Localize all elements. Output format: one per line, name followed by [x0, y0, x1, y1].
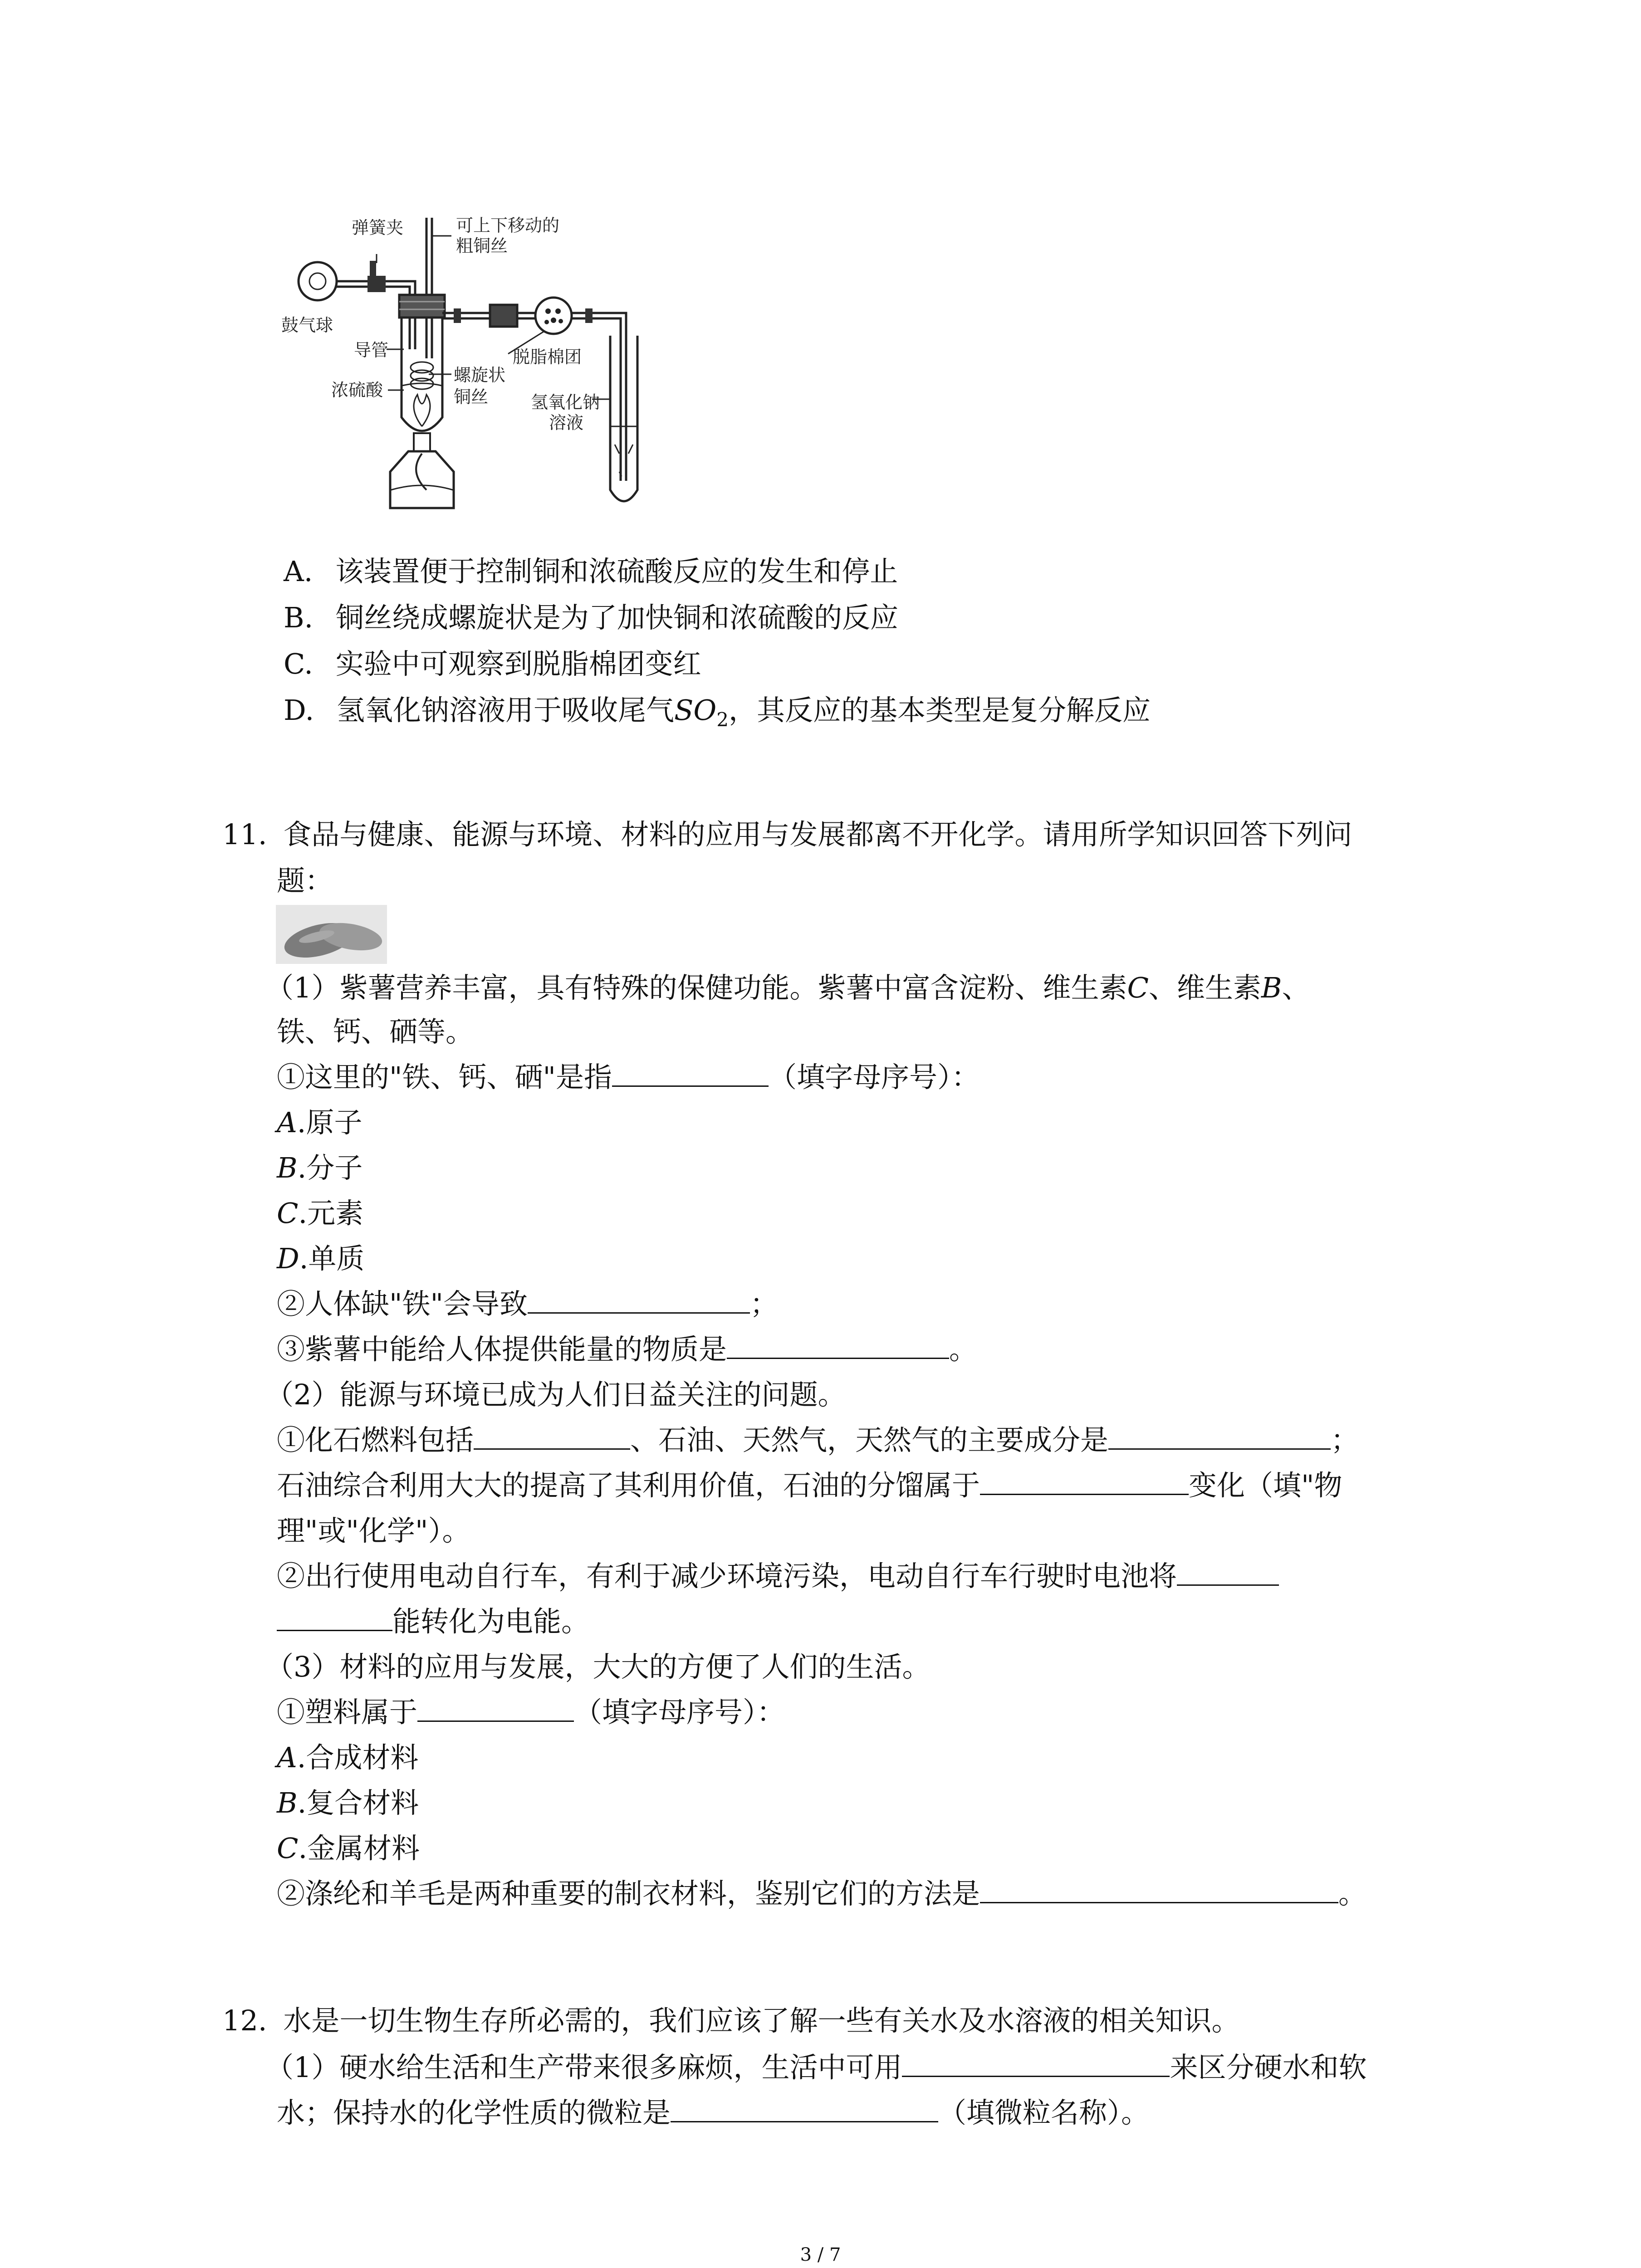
answer-blank[interactable]: [528, 1286, 750, 1314]
question-number: 11.: [222, 818, 267, 851]
page-number: 3 / 7: [800, 2244, 841, 2265]
answer-blank[interactable]: [902, 2049, 1170, 2077]
q12-part1-line-1: [265, 2049, 1367, 2086]
text: （填微粒名称）。: [938, 2096, 1150, 2129]
answer-blank[interactable]: [277, 1603, 392, 1631]
label-movable-wire-1: 可上下移动的: [456, 215, 560, 235]
q12-part1-line-2: [277, 2095, 1149, 2131]
q11-part2-title: （2）能源与环境已成为人们日益关注的问题。: [265, 1378, 846, 1411]
answer-blank[interactable]: [612, 1059, 769, 1087]
answer-blank[interactable]: [1108, 1422, 1331, 1450]
apparatus-diagram: [272, 200, 681, 562]
vitamin-c-letter: C: [1127, 971, 1149, 1004]
option-text: .单质: [299, 1242, 365, 1275]
sweet-potato-image: [276, 905, 387, 964]
text: ①这里的"铁、钙、硒"是指: [277, 1061, 612, 1094]
option-letter: B: [277, 1151, 298, 1184]
answer-blank[interactable]: [980, 1467, 1189, 1495]
q11-part1-option-a: [277, 1105, 362, 1141]
text: （1）硬水给生活和生产带来很多麻烦，生活中可用: [265, 2051, 902, 2084]
option-text: .元素: [298, 1197, 364, 1230]
q10-option-d: [284, 692, 1151, 738]
q10-option-b: [284, 600, 898, 636]
option-letter: C.: [284, 647, 313, 680]
text: ②涤纶和羊毛是两种重要的制衣材料，鉴别它们的方法是: [277, 1877, 980, 1910]
option-letter: D.: [284, 694, 314, 727]
text: 、: [1282, 971, 1310, 1004]
formula-so2: SO: [674, 694, 717, 727]
q11-part1-line-2: 铁、钙、硒等。: [277, 1015, 474, 1048]
spring-clip-icon: [370, 261, 376, 279]
q11-part1-q3: [277, 1331, 977, 1368]
option-text: .复合材料: [297, 1786, 419, 1819]
answer-blank[interactable]: [671, 2095, 938, 2122]
q11-stem-line-1: [222, 816, 1352, 853]
bulb-icon: [299, 262, 337, 300]
q10-option-a: [284, 553, 898, 590]
option-text: 该装置便于控制铜和浓硫酸反应的发生和停止: [335, 555, 898, 588]
answer-blank[interactable]: [417, 1694, 574, 1722]
question-stem: 食品与健康、能源与环境、材料的应用与发展都离不开化学。请用所学知识回答下列问: [283, 818, 1352, 851]
text: （填字母序号）：: [574, 1696, 785, 1729]
label-spring-clip: 弹簧夹: [352, 218, 404, 238]
label-naoh-1: 氢氧化钠: [531, 392, 600, 412]
text: （1）紫薯营养丰富，具有特殊的保健功能。紫薯中富含淀粉、维生素: [265, 971, 1127, 1004]
text: 。: [1338, 1877, 1367, 1910]
answer-blank[interactable]: [980, 1876, 1338, 1903]
text: ；: [1331, 1423, 1359, 1457]
q11-part3-option-c: [277, 1830, 420, 1867]
q11-part2-q1-line-3: 理"或"化学"）。: [277, 1514, 470, 1547]
option-text: 氢氧化钠溶液用于吸收尾气: [336, 694, 674, 727]
option-text-after: ，其反应的基本类型是复分解反应: [729, 694, 1151, 727]
text: 石油综合利用大大的提高了其利用价值，石油的分馏属于: [277, 1469, 980, 1502]
q11-part2-q2-line-1: [277, 1558, 1279, 1594]
text: ①化石燃料包括: [277, 1423, 474, 1457]
option-text: .合成材料: [297, 1741, 419, 1774]
q11-part1-option-c: [277, 1195, 363, 1232]
option-letter: D: [277, 1242, 299, 1275]
q11-part2-q2-line-2: [277, 1603, 589, 1640]
q11-part3-title: （3）材料的应用与发展，大大的方便了人们的生活。: [265, 1650, 931, 1683]
option-text: .金属材料: [298, 1832, 420, 1865]
text: 能转化为电能。: [392, 1605, 590, 1638]
option-letter: A: [277, 1741, 297, 1774]
vitamin-b-letter: B: [1261, 971, 1282, 1004]
label-spiral-2: 铜丝: [454, 387, 489, 407]
q11-stem-line-2: 题：: [277, 864, 333, 897]
text: 。: [949, 1333, 978, 1366]
option-letter: A: [277, 1106, 297, 1139]
question-number: 12.: [222, 2004, 267, 2037]
q11-part1-line-1: [265, 970, 1310, 1006]
option-text: 实验中可观察到脱脂棉团变红: [335, 647, 701, 680]
option-text: .分子: [297, 1151, 363, 1184]
q11-part2-q1-line-2: [277, 1467, 1342, 1504]
option-text: .原子: [297, 1106, 362, 1139]
formula-subscript: 2: [716, 709, 729, 731]
option-letter: B.: [284, 601, 314, 634]
text: 、石油、天然气，天然气的主要成分是: [630, 1423, 1109, 1457]
label-acid: 浓硫酸: [331, 380, 383, 400]
option-letter: C: [277, 1832, 299, 1865]
text: 变化（填"物: [1189, 1469, 1342, 1502]
q11-part3-option-b: [277, 1785, 419, 1821]
q11-part1-q1: [277, 1059, 980, 1095]
text: ；: [750, 1287, 779, 1320]
text: ②人体缺"铁"会导致: [277, 1287, 528, 1320]
text: ③紫薯中能给人体提供能量的物质是: [277, 1333, 727, 1366]
q11-part1-option-b: [277, 1150, 362, 1186]
text: 、维生素: [1148, 971, 1261, 1004]
q12-stem: [222, 2003, 1239, 2039]
text: 水；保持水的化学性质的微粒是: [277, 2096, 671, 2129]
text: ②出行使用电动自行车，有利于减少环境污染，电动自行车行驶时电池将: [277, 1559, 1177, 1593]
label-naoh-2: 溶液: [549, 413, 584, 433]
answer-blank[interactable]: [1177, 1558, 1279, 1586]
option-letter: B: [277, 1786, 298, 1819]
label-movable-wire-2: 粗铜丝: [456, 236, 508, 256]
option-letter: A.: [284, 555, 313, 588]
q11-part3-option-a: [277, 1740, 419, 1776]
text: （填字母序号）：: [769, 1061, 980, 1094]
q11-part1-q2: [277, 1286, 778, 1322]
cotton-ball-icon: [535, 298, 572, 334]
answer-blank[interactable]: [474, 1422, 630, 1450]
q11-part2-q1-line-1: [277, 1422, 1359, 1458]
q11-part1-option-d: [277, 1241, 364, 1277]
answer-blank[interactable]: [727, 1331, 949, 1359]
label-bulb: 鼓气球: [281, 315, 333, 335]
q10-option-c: [284, 646, 701, 682]
q11-part3-q2: [277, 1876, 1367, 1912]
option-text: 铜丝绕成螺旋状是为了加快铜和浓硫酸的反应: [336, 601, 899, 634]
option-letter: C: [277, 1197, 299, 1230]
label-tube: 导管: [354, 340, 389, 360]
label-cotton: 脱脂棉团: [513, 347, 582, 367]
label-spiral-1: 螺旋状: [454, 365, 506, 385]
text: ①塑料属于: [277, 1696, 418, 1729]
question-stem: 水是一切生物生存所必需的，我们应该了解一些有关水及水溶液的相关知识。: [283, 2004, 1240, 2037]
text: 来区分硬水和软: [1170, 2051, 1367, 2084]
q11-part3-q1: [277, 1694, 785, 1730]
